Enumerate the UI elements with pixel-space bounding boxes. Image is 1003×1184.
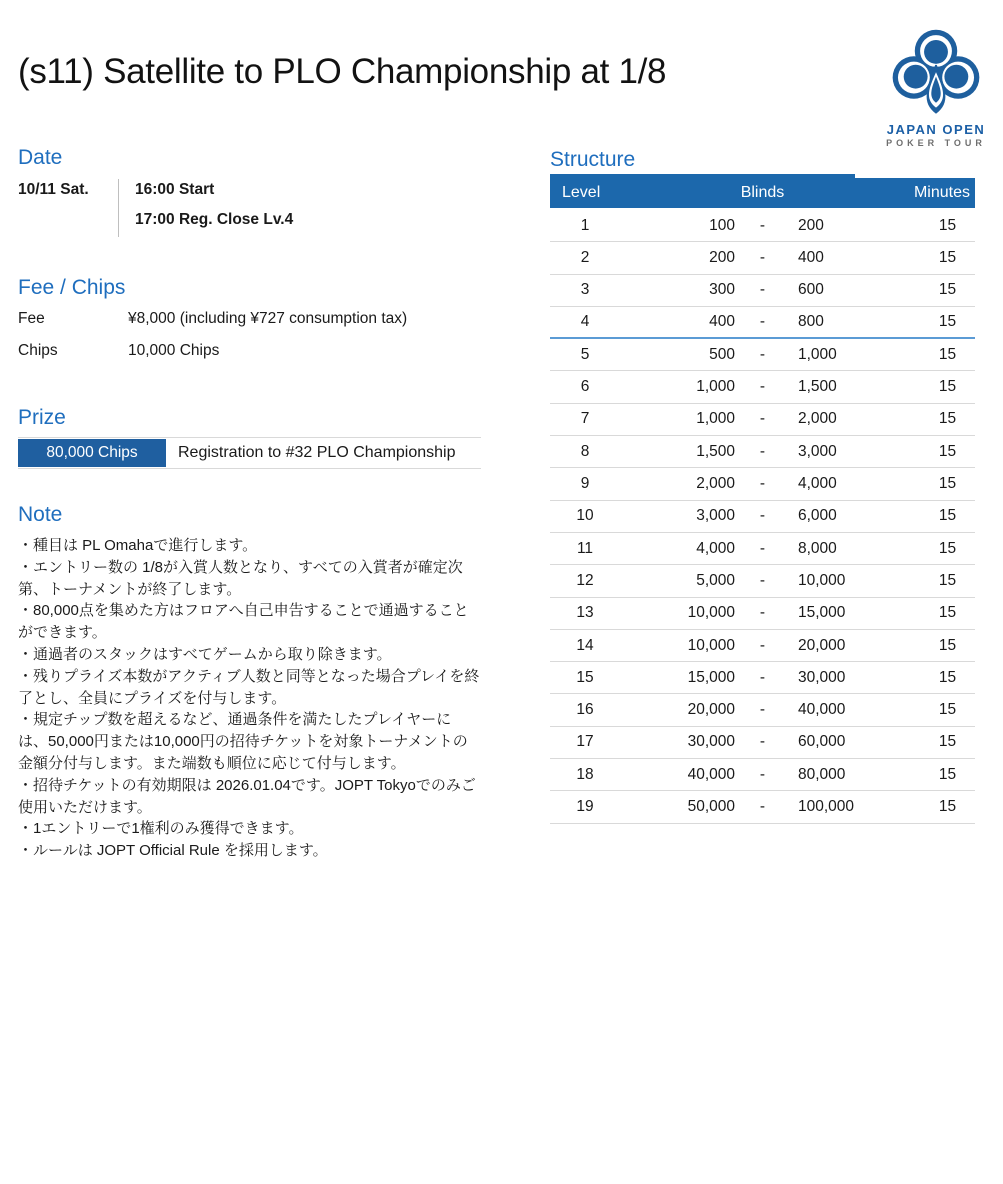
blinds-column-header: Blinds xyxy=(740,184,785,201)
structure-heading: Structure xyxy=(550,148,636,171)
level-cell: 5 xyxy=(580,345,590,363)
logo-text-japan-open: JAPAN OPEN xyxy=(886,122,986,137)
note-bullet: ・エントリー数の 1/8が入賞人数となり、すべての入賞者が確定次第、トーナメントが終了します。 xyxy=(18,558,463,598)
minutes-cell: 15 xyxy=(938,281,957,299)
structure-table-row xyxy=(550,371,975,403)
big-blind-cell: 3,000 xyxy=(798,442,837,460)
structure-table-row xyxy=(550,436,975,468)
minutes-cell: 15 xyxy=(938,313,957,331)
structure-table-row xyxy=(550,242,975,274)
note-list xyxy=(18,535,481,862)
level-cell: 15 xyxy=(576,668,594,686)
minutes-cell: 15 xyxy=(938,539,957,557)
big-blind-cell: 60,000 xyxy=(798,733,846,751)
start-time: 16:00 Start xyxy=(135,181,215,198)
minutes-cell: 15 xyxy=(938,216,957,234)
big-blind-cell: 800 xyxy=(798,313,824,331)
big-blind-cell: 40,000 xyxy=(798,701,846,719)
big-blind-cell: 1,000 xyxy=(798,345,837,363)
structure-table-row xyxy=(550,275,975,307)
minutes-cell: 15 xyxy=(938,668,957,686)
level-cell: 8 xyxy=(580,442,590,460)
blinds-separator: - xyxy=(759,475,766,493)
page-title: (s11) Satellite to PLO Championship at 1/8 xyxy=(18,52,667,91)
date-heading: Date xyxy=(18,146,63,169)
structure-table-row xyxy=(550,662,975,694)
blinds-separator: - xyxy=(759,701,766,719)
big-blind-cell: 10,000 xyxy=(798,571,846,589)
small-blind-cell: 4,000 xyxy=(696,539,735,557)
date-vertical-divider xyxy=(118,179,119,237)
blinds-separator: - xyxy=(759,378,766,396)
minutes-cell: 15 xyxy=(938,248,957,266)
structure-table-row xyxy=(550,307,975,339)
small-blind-cell: 1,000 xyxy=(696,378,735,396)
minutes-cell: 15 xyxy=(938,507,957,525)
chips-row xyxy=(18,342,481,360)
minutes-cell: 15 xyxy=(938,636,957,654)
date-times xyxy=(135,179,293,237)
blinds-separator: - xyxy=(759,507,766,525)
club-logo-icon xyxy=(878,28,994,120)
note-bullet: ・残りプライズ本数がアクティブ人数と同等となった場合プレイを終了とし、全員にプライズを付与します。 xyxy=(18,667,480,707)
small-blind-cell: 1,000 xyxy=(696,410,735,428)
structure-table-row xyxy=(550,501,975,533)
small-blind-cell: 5,000 xyxy=(696,571,735,589)
fee-value: ¥8,000 (including ¥727 consumption tax) xyxy=(128,310,408,327)
note-bullet: ・招待チケットの有効期限は 2026.01.04です。JOPT Tokyoでのみご使用いただけます。 xyxy=(18,776,476,816)
reg-close-time: 17:00 Reg. Close Lv.4 xyxy=(135,211,294,228)
level-column-header: Level xyxy=(562,184,601,201)
structure-table-row xyxy=(550,598,975,630)
big-blind-cell: 20,000 xyxy=(798,636,846,654)
minutes-cell: 15 xyxy=(938,442,957,460)
small-blind-cell: 1,500 xyxy=(696,442,735,460)
big-blind-cell: 30,000 xyxy=(798,668,846,686)
level-cell: 9 xyxy=(580,475,590,493)
note-bullet: ・1エントリーで1権利のみ獲得できます。 xyxy=(18,820,304,838)
minutes-column-header: Minutes xyxy=(913,184,970,201)
structure-section xyxy=(550,148,975,824)
level-cell: 19 xyxy=(576,797,594,815)
big-blind-cell: 15,000 xyxy=(798,604,846,622)
small-blind-cell: 10,000 xyxy=(687,604,735,622)
blinds-separator: - xyxy=(759,539,766,557)
minutes-cell: 15 xyxy=(938,733,957,751)
structure-table-row xyxy=(550,339,975,371)
minutes-cell: 15 xyxy=(938,701,957,719)
structure-table-row xyxy=(550,791,975,823)
small-blind-cell: 400 xyxy=(709,313,735,331)
structure-table-header xyxy=(550,178,975,208)
structure-table-row xyxy=(550,565,975,597)
big-blind-cell: 2,000 xyxy=(798,410,837,428)
big-blind-cell: 80,000 xyxy=(798,765,846,783)
small-blind-cell: 40,000 xyxy=(687,765,735,783)
level-cell: 13 xyxy=(576,604,594,622)
level-cell: 11 xyxy=(576,539,594,557)
big-blind-cell: 400 xyxy=(798,248,824,266)
blinds-separator: - xyxy=(759,797,766,815)
blinds-separator: - xyxy=(759,345,766,363)
blinds-separator: - xyxy=(759,765,766,783)
minutes-cell: 15 xyxy=(938,797,957,815)
note-bullet: ・種目は PL Omahaで進行します。 xyxy=(18,537,258,554)
level-cell: 3 xyxy=(580,281,590,299)
small-blind-cell: 50,000 xyxy=(687,797,735,815)
big-blind-cell: 6,000 xyxy=(798,507,837,525)
blinds-separator: - xyxy=(759,636,766,654)
small-blind-cell: 500 xyxy=(709,345,735,363)
structure-table-row xyxy=(550,533,975,565)
level-cell: 1 xyxy=(580,216,590,234)
prize-heading: Prize xyxy=(18,406,66,429)
prize-section xyxy=(18,406,481,469)
blinds-separator: - xyxy=(759,313,766,331)
fee-label: Fee xyxy=(18,310,45,327)
blinds-separator: - xyxy=(759,733,766,751)
chips-value: 10,000 Chips xyxy=(128,342,220,359)
minutes-cell: 15 xyxy=(938,765,957,783)
structure-table-row xyxy=(550,727,975,759)
structure-table-row xyxy=(550,404,975,436)
big-blind-cell: 4,000 xyxy=(798,475,837,493)
level-cell: 7 xyxy=(580,410,590,428)
minutes-cell: 15 xyxy=(938,475,957,493)
blinds-separator: - xyxy=(759,604,766,622)
big-blind-cell: 200 xyxy=(798,216,824,234)
structure-table-row xyxy=(550,759,975,791)
fee-row xyxy=(18,310,481,328)
japan-open-poker-tour-logo xyxy=(878,28,994,148)
blinds-separator: - xyxy=(759,216,766,234)
big-blind-cell: 600 xyxy=(798,281,824,299)
blinds-separator: - xyxy=(759,442,766,460)
small-blind-cell: 20,000 xyxy=(687,701,735,719)
minutes-cell: 15 xyxy=(938,604,957,622)
level-cell: 17 xyxy=(576,733,594,751)
level-cell: 4 xyxy=(580,313,590,331)
minutes-cell: 15 xyxy=(938,378,957,396)
level-cell: 12 xyxy=(576,571,594,589)
note-bullet: ・規定チップ数を超えるなど、通過条件を満たしたプレイヤーには、50,000円または10,000円の招待チケットを対象トーナメントの金額分付与します。また端数も順位に応じて付与します。 xyxy=(18,711,468,772)
small-blind-cell: 2,000 xyxy=(696,475,735,493)
note-bullet: ・ルールは JOPT Official Rule を採用します。 xyxy=(18,842,328,860)
small-blind-cell: 3,000 xyxy=(696,507,735,525)
note-bullet: ・通過者のスタックはすべてゲームから取り除きます。 xyxy=(18,645,392,663)
small-blind-cell: 15,000 xyxy=(687,668,735,686)
prize-chips-badge: 80,000 Chips xyxy=(18,439,166,467)
note-heading: Note xyxy=(18,503,63,526)
prize-description: Registration to #32 PLO Championship xyxy=(178,444,456,461)
chips-label: Chips xyxy=(18,342,58,359)
small-blind-cell: 200 xyxy=(709,248,735,266)
blinds-separator: - xyxy=(759,571,766,589)
minutes-cell: 15 xyxy=(938,410,957,428)
big-blind-cell: 1,500 xyxy=(798,378,837,396)
minutes-cell: 15 xyxy=(938,571,957,589)
small-blind-cell: 30,000 xyxy=(687,733,735,751)
level-cell: 14 xyxy=(576,636,594,654)
blinds-separator: - xyxy=(759,281,766,299)
small-blind-cell: 100 xyxy=(709,216,735,234)
prize-row xyxy=(18,437,481,469)
blinds-separator: - xyxy=(759,248,766,266)
logo-text-poker-tour: POKER TOUR xyxy=(886,138,986,148)
structure-table-row xyxy=(550,630,975,662)
fee-chips-section xyxy=(18,276,481,374)
big-blind-cell: 100,000 xyxy=(798,797,855,815)
minutes-cell: 15 xyxy=(938,345,957,363)
date-value: 10/11 Sat. xyxy=(18,181,89,198)
level-cell: 2 xyxy=(580,248,590,266)
date-section xyxy=(18,146,481,237)
structure-table-body xyxy=(550,210,975,824)
big-blind-cell: 8,000 xyxy=(798,539,837,557)
structure-table-row xyxy=(550,694,975,726)
level-cell: 10 xyxy=(576,507,594,525)
structure-table-row xyxy=(550,210,975,242)
left-column xyxy=(18,0,481,1184)
level-cell: 16 xyxy=(576,701,594,719)
blinds-separator: - xyxy=(759,410,766,428)
structure-table-row xyxy=(550,468,975,500)
level-cell: 18 xyxy=(576,765,594,783)
note-bullet: ・80,000点を集めた方はフロアへ自己申告することで通過することができます。 xyxy=(18,602,469,642)
blinds-separator: - xyxy=(759,668,766,686)
level-cell: 6 xyxy=(580,378,590,396)
note-section xyxy=(18,503,481,862)
fee-chips-heading: Fee / Chips xyxy=(18,276,126,299)
small-blind-cell: 300 xyxy=(709,281,735,299)
small-blind-cell: 10,000 xyxy=(687,636,735,654)
